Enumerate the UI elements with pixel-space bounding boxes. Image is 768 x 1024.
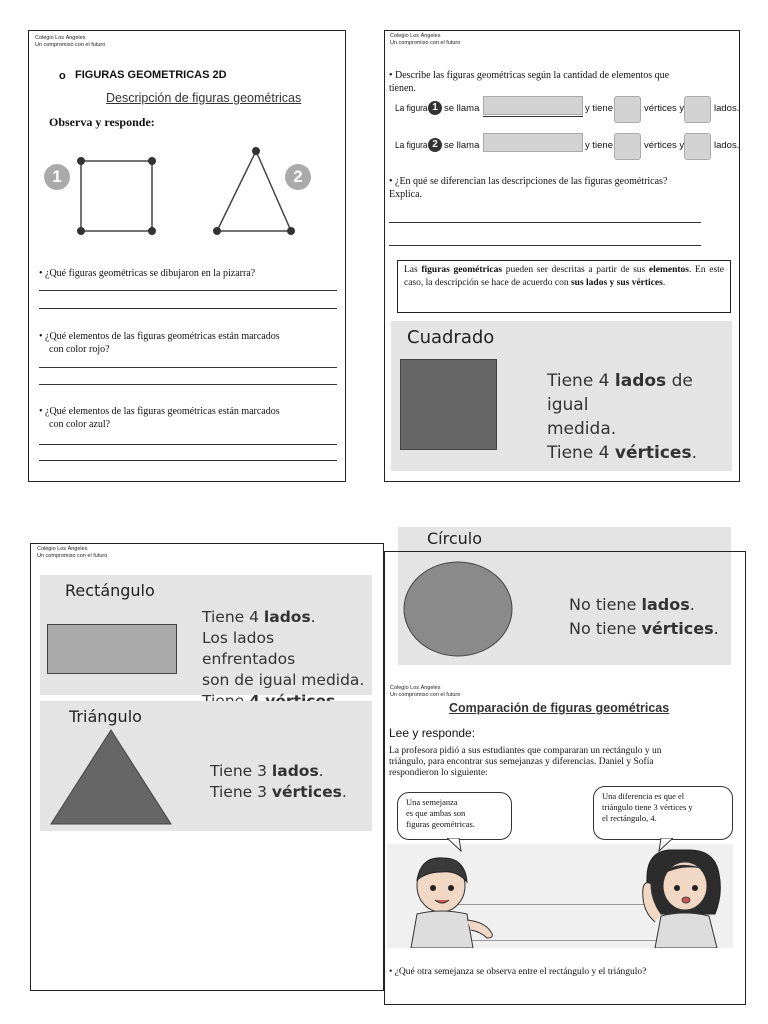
school-motto: Un compromiso con el futuro (390, 40, 461, 46)
question-3-cont: con color azul? (49, 419, 111, 430)
answer-line (39, 290, 337, 291)
bold-term: elementos (648, 265, 690, 275)
page-title: Comparación de figuras geométricas (449, 701, 670, 715)
question-2: • ¿Qué elementos de las figuras geométricas están marcados (39, 331, 280, 342)
question-1: • ¿Qué figuras geométricas se dibujaron en la pizarra? (39, 268, 256, 279)
difference-question-cont: Explica. (389, 189, 423, 200)
name-line (483, 116, 583, 117)
row-2-se-llama: se llama (444, 140, 480, 151)
answer-line (39, 384, 337, 385)
rectangle-panel (40, 575, 372, 695)
answer-line (39, 444, 337, 445)
figure-1-lados-field[interactable] (684, 96, 711, 123)
square-panel (391, 321, 732, 471)
figure-1-vertices-field[interactable] (614, 96, 641, 123)
triangle-description: Tiene 3 lados. Tiene 3 vértices. (210, 762, 347, 801)
classroom-illustration (387, 784, 733, 948)
figure-number-1-badge: 1 (428, 101, 442, 115)
instruction: Lee y responde: (389, 726, 476, 740)
instruction: Observa y responde: (49, 115, 155, 129)
figure-number-2-badge: 2 (428, 138, 442, 152)
bold-term: figuras geométricas (421, 265, 503, 275)
difference-question: • ¿En qué se diferencian las descripciones de las figuras geométricas? (389, 176, 668, 187)
square-figure (73, 153, 159, 237)
figure-number-1: 1 (44, 164, 70, 190)
row-2-prefix: La figura (395, 140, 428, 151)
bold-term: sus lados y sus vértices (570, 278, 663, 288)
school-motto: Un compromiso con el futuro (37, 553, 108, 559)
answer-line (39, 460, 337, 461)
panel-title: Rectángulo (65, 581, 155, 600)
heading-bullet: o (59, 70, 66, 82)
panel-title: Círculo (427, 529, 483, 548)
panel-title: Cuadrado (407, 327, 495, 348)
answer-line (39, 367, 337, 368)
describe-prompt-cont: tienen. (389, 83, 416, 94)
school-name: Colegio Los Ángeles (390, 685, 441, 691)
describe-prompt: • Describe las figuras geométricas según la cantidad de elementos que (389, 70, 670, 81)
page-subtitle: Descripción de figuras geométricas (106, 91, 302, 105)
school-name: Colegio Los Ángeles (37, 546, 88, 552)
school-header (37, 546, 107, 560)
intro-paragraph: La profesora pidió a sus estudiantes que compararan un rectángulo y un triángulo, para encontrar sus semejanzas y diferencias. Daniel y Sofía respondieron lo siguiente: (389, 746, 662, 778)
final-question: • ¿Qué otra semejanza se observa entre el rectángulo y el triángulo? (389, 967, 647, 977)
speech-bubble-daniel: Una semejanza es que ambas son figuras geométricas. (397, 792, 512, 840)
worksheet-page-4 (384, 551, 746, 1005)
school-name: Colegio Los Ángeles (390, 33, 441, 39)
rectangle-shape (47, 624, 177, 674)
worksheet-page-2 (384, 30, 740, 482)
boy-illustration (393, 848, 503, 948)
definition-box: Las figuras geométricas pueden ser descritas a partir de sus elementos. En este caso, la descripción se hace de acuerdo con sus lados y sus vértices. (397, 260, 731, 313)
question-3: • ¿Qué elementos de las figuras geométricas están marcados (39, 406, 280, 417)
question-2-cont: con color rojo? (49, 344, 110, 355)
school-header (390, 33, 460, 47)
school-motto: Un compromiso con el futuro (35, 42, 106, 48)
square-shape (400, 359, 497, 450)
triangle-figure (209, 143, 299, 239)
row-2-vertices-label: vértices y (644, 140, 685, 151)
answer-line (39, 308, 337, 309)
row-2-lados-label: lados. (714, 140, 740, 151)
figure-2-lados-field[interactable] (684, 133, 711, 160)
row-1-y-tiene: y tiene (585, 103, 613, 114)
school-header (390, 685, 460, 699)
figure-2-vertices-field[interactable] (614, 133, 641, 160)
triangle-panel (40, 701, 372, 831)
panel-title: Triángulo (69, 707, 142, 726)
triangle-shape (49, 727, 173, 827)
figure-1-name-field[interactable] (483, 96, 583, 115)
square-description: Tiene 4 lados de igual medida. Tiene 4 vértices. (547, 371, 697, 463)
row-1-lados-label: lados. (714, 103, 740, 114)
worksheet-page-1 (28, 30, 346, 482)
figure-number-2: 2 (285, 164, 311, 190)
answer-line (389, 222, 701, 223)
school-motto: Un compromiso con el futuro (390, 692, 461, 698)
circle-description: No tiene lados. No tiene vértices. (569, 595, 719, 638)
page-heading: FIGURAS GEOMETRICAS 2D (75, 69, 227, 81)
school-header (35, 35, 105, 49)
rectangle-description: Tiene 4 lados. Los lados enfrentados son de igual medida. (202, 608, 365, 689)
girl-illustration (625, 844, 733, 948)
row-1-se-llama: se llama (444, 103, 480, 114)
worksheet-page-3 (30, 543, 384, 991)
answer-line (389, 245, 701, 246)
figure-2-name-field[interactable] (483, 133, 583, 152)
row-1-vertices-label: vértices y (644, 103, 685, 114)
school-name: Colegio Los Ángeles (35, 35, 86, 41)
row-1-prefix: La figura (395, 103, 428, 114)
speech-bubble-sofia: Una diferencia es que el triángulo tiene 3 vértices y el rectángulo, 4. (593, 786, 733, 840)
row-2-y-tiene: y tiene (585, 140, 613, 151)
